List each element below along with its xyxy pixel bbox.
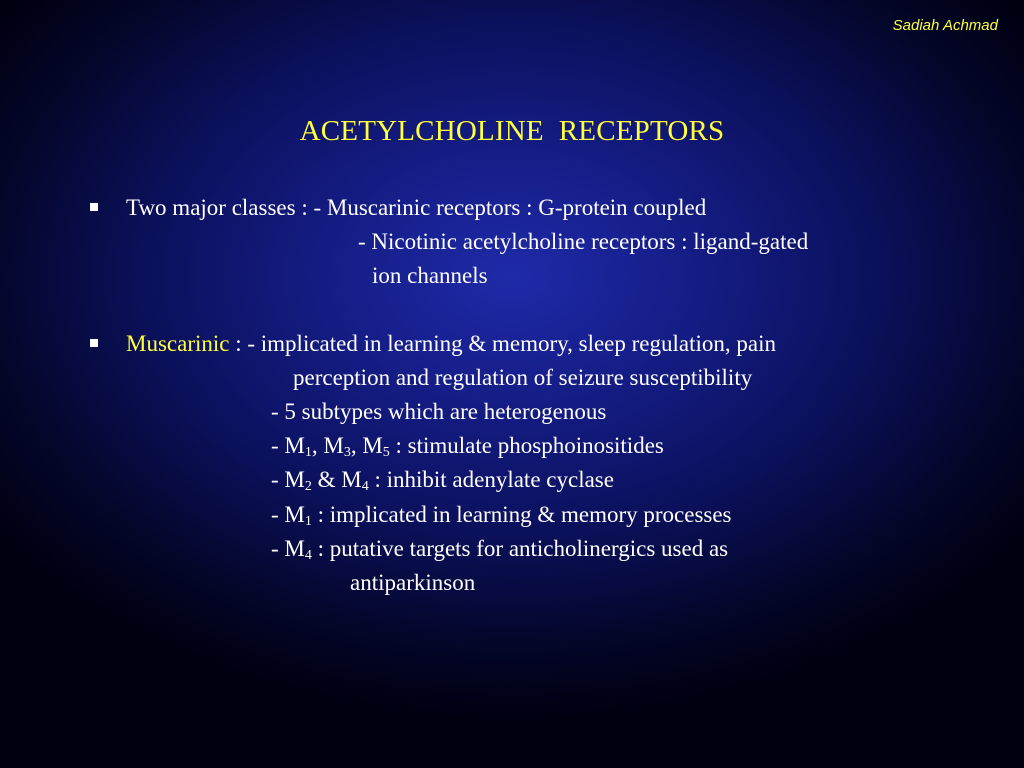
muscarinic-line-1: [126, 330, 776, 358]
author-credit: Sadiah Achmad: [892, 17, 998, 34]
m1-memory-line: - $M_1$ : implicated in learning & memory processes: [271, 502, 732, 529]
subtypes-line: - 5 subtypes which are heterogenous: [271, 399, 607, 424]
muscarinic-keyword: Muscarinic: [126, 331, 230, 356]
bullet-square-icon: [90, 339, 98, 347]
m4-targets-line: - $M_4$ : putative targets for anticholinergics used as: [271, 536, 729, 563]
m2-m4-line: - $M_2$ & $M_4$ : inhibit adenylate cyclase: [271, 467, 614, 494]
bullet-square-icon: [90, 203, 98, 211]
m1-m3-m5-line: - $M_1$, $M_3$, $M_5$ : stimulate phosphoinositides: [271, 433, 664, 460]
classes-line-1: Two major classes : - Muscarinic receptors : G-protein coupled: [126, 195, 707, 220]
antiparkinson-line: antiparkinson: [350, 570, 476, 595]
muscarinic-line-2: perception and regulation of seizure susceptibility: [293, 365, 753, 390]
classes-line-3: ion channels: [372, 263, 488, 288]
muscarinic-line-1-text: : - implicated in learning & memory, sleep regulation, pain: [229, 331, 776, 356]
slide-title: ACETYLCHOLINE RECEPTORS: [299, 115, 725, 147]
classes-line-2: - Nicotinic acetylcholine receptors : ligand-gated: [358, 229, 809, 254]
